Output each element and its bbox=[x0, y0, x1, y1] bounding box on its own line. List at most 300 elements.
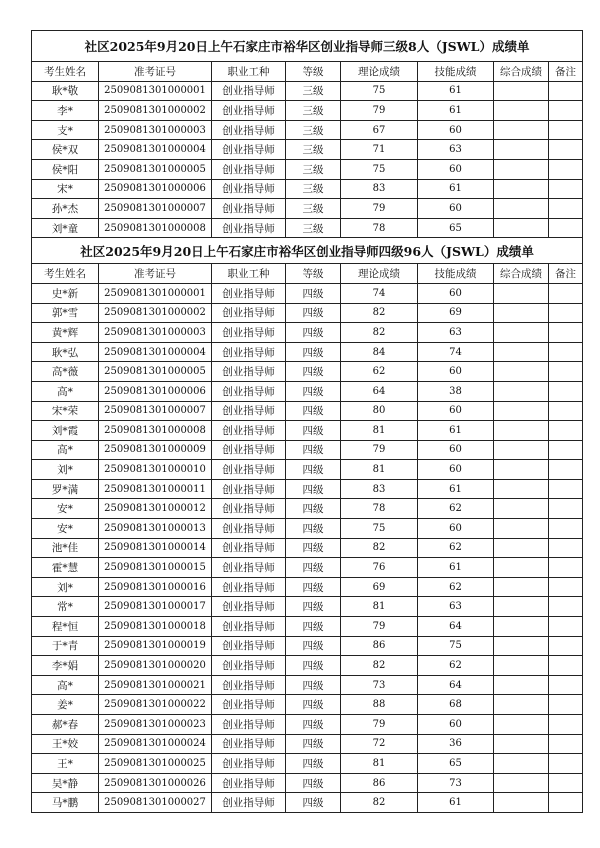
cell-job: 创业指导师 bbox=[212, 695, 286, 715]
cell-exam-id: 2509081301000004 bbox=[99, 342, 212, 362]
cell-theory-score: 83 bbox=[341, 179, 418, 199]
cell-theory-score: 82 bbox=[341, 303, 418, 323]
cell-exam-id: 2509081301000010 bbox=[99, 460, 212, 480]
table-row bbox=[32, 675, 583, 695]
cell-note bbox=[549, 323, 583, 343]
cell-job: 创业指导师 bbox=[212, 381, 286, 401]
column-header-total-score: 综合成绩 bbox=[494, 264, 549, 284]
cell-name: 安* bbox=[32, 519, 99, 539]
cell-skill-score: 64 bbox=[418, 675, 494, 695]
cell-level: 三级 bbox=[286, 218, 341, 238]
cell-level: 四级 bbox=[286, 401, 341, 421]
cell-level: 四级 bbox=[286, 773, 341, 793]
column-header-level: 等级 bbox=[286, 264, 341, 284]
cell-job: 创业指导师 bbox=[212, 440, 286, 460]
cell-skill-score: 61 bbox=[418, 81, 494, 101]
table-row bbox=[32, 734, 583, 754]
cell-total-score bbox=[494, 538, 549, 558]
cell-note bbox=[549, 734, 583, 754]
table-row bbox=[32, 401, 583, 421]
cell-name: 侯*双 bbox=[32, 140, 99, 160]
score-sheet bbox=[31, 30, 577, 813]
table-row bbox=[32, 440, 583, 460]
table-row bbox=[32, 199, 583, 219]
table-row bbox=[32, 323, 583, 343]
cell-level: 四级 bbox=[286, 479, 341, 499]
table-row bbox=[32, 617, 583, 637]
cell-exam-id: 2509081301000018 bbox=[99, 617, 212, 637]
cell-skill-score: 61 bbox=[418, 479, 494, 499]
column-header-exam-id: 准考证号 bbox=[99, 264, 212, 284]
table-body bbox=[32, 31, 583, 813]
cell-note bbox=[549, 499, 583, 519]
cell-theory-score: 81 bbox=[341, 754, 418, 774]
cell-job: 创业指导师 bbox=[212, 179, 286, 199]
table-row bbox=[32, 140, 583, 160]
cell-total-score bbox=[494, 159, 549, 179]
cell-level: 四级 bbox=[286, 597, 341, 617]
cell-skill-score: 62 bbox=[418, 538, 494, 558]
cell-level: 四级 bbox=[286, 577, 341, 597]
cell-job: 创业指导师 bbox=[212, 597, 286, 617]
cell-total-score bbox=[494, 519, 549, 539]
cell-note bbox=[549, 715, 583, 735]
table-row bbox=[32, 597, 583, 617]
cell-level: 四级 bbox=[286, 538, 341, 558]
cell-exam-id: 2509081301000008 bbox=[99, 218, 212, 238]
cell-exam-id: 2509081301000004 bbox=[99, 140, 212, 160]
header-row bbox=[32, 264, 583, 284]
cell-theory-score: 62 bbox=[341, 362, 418, 382]
table-row bbox=[32, 159, 583, 179]
cell-theory-score: 78 bbox=[341, 218, 418, 238]
section-title: 社区2025年9月20日上午石家庄市裕华区创业指导师三级8人（JSWL）成绩单 bbox=[32, 31, 583, 62]
cell-name: 郭*雪 bbox=[32, 303, 99, 323]
cell-name: 宋* bbox=[32, 179, 99, 199]
cell-skill-score: 60 bbox=[418, 283, 494, 303]
section-title-row bbox=[32, 31, 583, 62]
cell-note bbox=[549, 597, 583, 617]
cell-note bbox=[549, 754, 583, 774]
cell-skill-score: 65 bbox=[418, 754, 494, 774]
cell-note bbox=[549, 479, 583, 499]
cell-skill-score: 60 bbox=[418, 715, 494, 735]
cell-level: 四级 bbox=[286, 421, 341, 441]
cell-total-score bbox=[494, 401, 549, 421]
cell-exam-id: 2509081301000022 bbox=[99, 695, 212, 715]
cell-skill-score: 61 bbox=[418, 558, 494, 578]
cell-theory-score: 83 bbox=[341, 479, 418, 499]
cell-total-score bbox=[494, 303, 549, 323]
cell-job: 创业指导师 bbox=[212, 342, 286, 362]
cell-total-score bbox=[494, 120, 549, 140]
cell-exam-id: 2509081301000014 bbox=[99, 538, 212, 558]
cell-level: 四级 bbox=[286, 519, 341, 539]
section-title: 社区2025年9月20日上午石家庄市裕华区创业指导师四级96人（JSWL）成绩单 bbox=[32, 238, 583, 264]
cell-job: 创业指导师 bbox=[212, 81, 286, 101]
column-header-level: 等级 bbox=[286, 62, 341, 82]
section-title-row bbox=[32, 238, 583, 264]
cell-exam-id: 2509081301000019 bbox=[99, 636, 212, 656]
cell-theory-score: 75 bbox=[341, 81, 418, 101]
cell-level: 四级 bbox=[286, 695, 341, 715]
cell-note bbox=[549, 401, 583, 421]
cell-exam-id: 2509081301000027 bbox=[99, 793, 212, 813]
cell-note bbox=[549, 793, 583, 813]
table-row bbox=[32, 218, 583, 238]
cell-note bbox=[549, 440, 583, 460]
cell-total-score bbox=[494, 283, 549, 303]
cell-name: 宋*荣 bbox=[32, 401, 99, 421]
cell-note bbox=[549, 120, 583, 140]
cell-name: 侯*阳 bbox=[32, 159, 99, 179]
cell-exam-id: 2509081301000002 bbox=[99, 303, 212, 323]
cell-exam-id: 2509081301000007 bbox=[99, 401, 212, 421]
cell-level: 四级 bbox=[286, 754, 341, 774]
column-header-note: 备注 bbox=[549, 264, 583, 284]
cell-theory-score: 79 bbox=[341, 440, 418, 460]
table-row bbox=[32, 120, 583, 140]
cell-job: 创业指导师 bbox=[212, 538, 286, 558]
cell-theory-score: 72 bbox=[341, 734, 418, 754]
cell-theory-score: 73 bbox=[341, 675, 418, 695]
cell-skill-score: 60 bbox=[418, 460, 494, 480]
cell-job: 创业指导师 bbox=[212, 734, 286, 754]
cell-skill-score: 68 bbox=[418, 695, 494, 715]
cell-theory-score: 75 bbox=[341, 159, 418, 179]
cell-job: 创业指导师 bbox=[212, 199, 286, 219]
cell-theory-score: 64 bbox=[341, 381, 418, 401]
cell-total-score bbox=[494, 715, 549, 735]
cell-note bbox=[549, 81, 583, 101]
cell-theory-score: 75 bbox=[341, 519, 418, 539]
table-row bbox=[32, 421, 583, 441]
cell-theory-score: 84 bbox=[341, 342, 418, 362]
cell-note bbox=[549, 362, 583, 382]
cell-note bbox=[549, 342, 583, 362]
cell-total-score bbox=[494, 199, 549, 219]
table-row bbox=[32, 499, 583, 519]
cell-level: 三级 bbox=[286, 101, 341, 121]
cell-skill-score: 62 bbox=[418, 499, 494, 519]
cell-exam-id: 2509081301000005 bbox=[99, 362, 212, 382]
cell-level: 四级 bbox=[286, 362, 341, 382]
cell-total-score bbox=[494, 101, 549, 121]
column-header-total-score: 综合成绩 bbox=[494, 62, 549, 82]
table-row bbox=[32, 460, 583, 480]
score-table bbox=[31, 30, 583, 813]
table-row bbox=[32, 715, 583, 735]
cell-job: 创业指导师 bbox=[212, 140, 286, 160]
cell-skill-score: 63 bbox=[418, 323, 494, 343]
cell-level: 四级 bbox=[286, 283, 341, 303]
cell-skill-score: 63 bbox=[418, 597, 494, 617]
cell-note bbox=[549, 577, 583, 597]
cell-total-score bbox=[494, 577, 549, 597]
cell-name: 霍*慧 bbox=[32, 558, 99, 578]
cell-job: 创业指导师 bbox=[212, 101, 286, 121]
cell-exam-id: 2509081301000006 bbox=[99, 179, 212, 199]
cell-note bbox=[549, 695, 583, 715]
cell-skill-score: 62 bbox=[418, 577, 494, 597]
cell-note bbox=[549, 675, 583, 695]
cell-exam-id: 2509081301000005 bbox=[99, 159, 212, 179]
cell-theory-score: 69 bbox=[341, 577, 418, 597]
cell-job: 创业指导师 bbox=[212, 283, 286, 303]
cell-total-score bbox=[494, 754, 549, 774]
cell-total-score bbox=[494, 479, 549, 499]
cell-name: 刘*霞 bbox=[32, 421, 99, 441]
cell-exam-id: 2509081301000007 bbox=[99, 199, 212, 219]
column-header-job: 职业工种 bbox=[212, 62, 286, 82]
cell-level: 四级 bbox=[286, 675, 341, 695]
column-header-exam-id: 准考证号 bbox=[99, 62, 212, 82]
cell-note bbox=[549, 617, 583, 637]
table-row bbox=[32, 283, 583, 303]
cell-job: 创业指导师 bbox=[212, 303, 286, 323]
cell-job: 创业指导师 bbox=[212, 773, 286, 793]
cell-note bbox=[549, 283, 583, 303]
table-row bbox=[32, 773, 583, 793]
cell-name: 黄*辉 bbox=[32, 323, 99, 343]
cell-name: 马*鹏 bbox=[32, 793, 99, 813]
cell-name: 罗*满 bbox=[32, 479, 99, 499]
column-header-name: 考生姓名 bbox=[32, 264, 99, 284]
cell-name: 高* bbox=[32, 675, 99, 695]
table-row bbox=[32, 179, 583, 199]
cell-job: 创业指导师 bbox=[212, 120, 286, 140]
cell-level: 四级 bbox=[286, 558, 341, 578]
table-row bbox=[32, 577, 583, 597]
cell-skill-score: 63 bbox=[418, 140, 494, 160]
cell-skill-score: 60 bbox=[418, 362, 494, 382]
cell-total-score bbox=[494, 81, 549, 101]
cell-name: 孙*杰 bbox=[32, 199, 99, 219]
table-row bbox=[32, 479, 583, 499]
cell-total-score bbox=[494, 695, 549, 715]
cell-name: 常* bbox=[32, 597, 99, 617]
cell-name: 李* bbox=[32, 101, 99, 121]
cell-exam-id: 2509081301000003 bbox=[99, 120, 212, 140]
cell-level: 四级 bbox=[286, 342, 341, 362]
cell-note bbox=[549, 656, 583, 676]
cell-job: 创业指导师 bbox=[212, 362, 286, 382]
cell-theory-score: 86 bbox=[341, 773, 418, 793]
cell-job: 创业指导师 bbox=[212, 715, 286, 735]
cell-skill-score: 61 bbox=[418, 101, 494, 121]
header-row bbox=[32, 62, 583, 82]
cell-total-score bbox=[494, 421, 549, 441]
cell-level: 三级 bbox=[286, 179, 341, 199]
cell-skill-score: 69 bbox=[418, 303, 494, 323]
cell-exam-id: 2509081301000023 bbox=[99, 715, 212, 735]
column-header-skill-score: 技能成绩 bbox=[418, 264, 494, 284]
table-row bbox=[32, 81, 583, 101]
cell-skill-score: 38 bbox=[418, 381, 494, 401]
cell-job: 创业指导师 bbox=[212, 577, 286, 597]
cell-total-score bbox=[494, 675, 549, 695]
table-row bbox=[32, 381, 583, 401]
cell-job: 创业指导师 bbox=[212, 617, 286, 637]
cell-note bbox=[549, 558, 583, 578]
cell-theory-score: 82 bbox=[341, 656, 418, 676]
cell-level: 四级 bbox=[286, 793, 341, 813]
cell-theory-score: 67 bbox=[341, 120, 418, 140]
cell-level: 三级 bbox=[286, 140, 341, 160]
cell-level: 四级 bbox=[286, 636, 341, 656]
cell-name: 刘* bbox=[32, 460, 99, 480]
cell-total-score bbox=[494, 558, 549, 578]
cell-job: 创业指导师 bbox=[212, 675, 286, 695]
table-row bbox=[32, 695, 583, 715]
cell-name: 高*薇 bbox=[32, 362, 99, 382]
cell-name: 王* bbox=[32, 754, 99, 774]
cell-note bbox=[549, 636, 583, 656]
cell-note bbox=[549, 179, 583, 199]
cell-theory-score: 71 bbox=[341, 140, 418, 160]
column-header-theory-score: 理论成绩 bbox=[341, 264, 418, 284]
cell-name: 王*姣 bbox=[32, 734, 99, 754]
cell-theory-score: 79 bbox=[341, 199, 418, 219]
cell-note bbox=[549, 303, 583, 323]
cell-skill-score: 61 bbox=[418, 179, 494, 199]
cell-job: 创业指导师 bbox=[212, 519, 286, 539]
cell-total-score bbox=[494, 440, 549, 460]
cell-level: 三级 bbox=[286, 81, 341, 101]
cell-exam-id: 2509081301000002 bbox=[99, 101, 212, 121]
cell-name: 李*娟 bbox=[32, 656, 99, 676]
cell-skill-score: 60 bbox=[418, 159, 494, 179]
cell-skill-score: 73 bbox=[418, 773, 494, 793]
cell-job: 创业指导师 bbox=[212, 754, 286, 774]
table-row bbox=[32, 303, 583, 323]
cell-name: 支* bbox=[32, 120, 99, 140]
column-header-skill-score: 技能成绩 bbox=[418, 62, 494, 82]
cell-job: 创业指导师 bbox=[212, 636, 286, 656]
cell-level: 四级 bbox=[286, 656, 341, 676]
cell-total-score bbox=[494, 793, 549, 813]
cell-level: 四级 bbox=[286, 734, 341, 754]
cell-name: 姜* bbox=[32, 695, 99, 715]
cell-skill-score: 61 bbox=[418, 793, 494, 813]
cell-note bbox=[549, 519, 583, 539]
cell-total-score bbox=[494, 636, 549, 656]
cell-name: 安* bbox=[32, 499, 99, 519]
cell-exam-id: 2509081301000003 bbox=[99, 323, 212, 343]
cell-exam-id: 2509081301000020 bbox=[99, 656, 212, 676]
cell-theory-score: 80 bbox=[341, 401, 418, 421]
cell-exam-id: 2509081301000021 bbox=[99, 675, 212, 695]
cell-job: 创业指导师 bbox=[212, 558, 286, 578]
cell-theory-score: 79 bbox=[341, 101, 418, 121]
cell-exam-id: 2509081301000024 bbox=[99, 734, 212, 754]
cell-skill-score: 64 bbox=[418, 617, 494, 637]
cell-name: 耿*弘 bbox=[32, 342, 99, 362]
cell-skill-score: 75 bbox=[418, 636, 494, 656]
cell-level: 四级 bbox=[286, 460, 341, 480]
cell-name: 史*新 bbox=[32, 283, 99, 303]
cell-note bbox=[549, 381, 583, 401]
cell-note bbox=[549, 199, 583, 219]
cell-level: 四级 bbox=[286, 303, 341, 323]
cell-level: 三级 bbox=[286, 120, 341, 140]
cell-total-score bbox=[494, 362, 549, 382]
cell-total-score bbox=[494, 381, 549, 401]
cell-job: 创业指导师 bbox=[212, 421, 286, 441]
table-row bbox=[32, 519, 583, 539]
column-header-theory-score: 理论成绩 bbox=[341, 62, 418, 82]
cell-level: 三级 bbox=[286, 199, 341, 219]
table-row bbox=[32, 362, 583, 382]
cell-theory-score: 82 bbox=[341, 323, 418, 343]
cell-job: 创业指导师 bbox=[212, 499, 286, 519]
cell-level: 四级 bbox=[286, 440, 341, 460]
cell-total-score bbox=[494, 773, 549, 793]
cell-theory-score: 79 bbox=[341, 617, 418, 637]
cell-level: 四级 bbox=[286, 715, 341, 735]
cell-exam-id: 2509081301000026 bbox=[99, 773, 212, 793]
cell-exam-id: 2509081301000001 bbox=[99, 81, 212, 101]
cell-level: 四级 bbox=[286, 381, 341, 401]
cell-skill-score: 60 bbox=[418, 120, 494, 140]
cell-exam-id: 2509081301000017 bbox=[99, 597, 212, 617]
cell-job: 创业指导师 bbox=[212, 323, 286, 343]
cell-job: 创业指导师 bbox=[212, 479, 286, 499]
cell-note bbox=[549, 538, 583, 558]
cell-total-score bbox=[494, 218, 549, 238]
table-row bbox=[32, 101, 583, 121]
cell-name: 池*佳 bbox=[32, 538, 99, 558]
cell-total-score bbox=[494, 734, 549, 754]
cell-level: 四级 bbox=[286, 499, 341, 519]
cell-skill-score: 60 bbox=[418, 401, 494, 421]
cell-exam-id: 2509081301000006 bbox=[99, 381, 212, 401]
cell-theory-score: 81 bbox=[341, 421, 418, 441]
cell-exam-id: 2509081301000011 bbox=[99, 479, 212, 499]
cell-job: 创业指导师 bbox=[212, 793, 286, 813]
cell-exam-id: 2509081301000016 bbox=[99, 577, 212, 597]
cell-name: 吴*静 bbox=[32, 773, 99, 793]
cell-note bbox=[549, 140, 583, 160]
cell-theory-score: 88 bbox=[341, 695, 418, 715]
cell-skill-score: 60 bbox=[418, 440, 494, 460]
table-row bbox=[32, 538, 583, 558]
cell-name: 于*青 bbox=[32, 636, 99, 656]
cell-job: 创业指导师 bbox=[212, 656, 286, 676]
cell-job: 创业指导师 bbox=[212, 159, 286, 179]
cell-total-score bbox=[494, 617, 549, 637]
cell-total-score bbox=[494, 597, 549, 617]
cell-job: 创业指导师 bbox=[212, 460, 286, 480]
cell-name: 程*恒 bbox=[32, 617, 99, 637]
cell-total-score bbox=[494, 179, 549, 199]
cell-total-score bbox=[494, 140, 549, 160]
table-row bbox=[32, 558, 583, 578]
cell-name: 耿*敬 bbox=[32, 81, 99, 101]
cell-theory-score: 76 bbox=[341, 558, 418, 578]
cell-note bbox=[549, 421, 583, 441]
cell-total-score bbox=[494, 460, 549, 480]
cell-name: 高* bbox=[32, 381, 99, 401]
cell-theory-score: 74 bbox=[341, 283, 418, 303]
cell-theory-score: 78 bbox=[341, 499, 418, 519]
cell-theory-score: 82 bbox=[341, 538, 418, 558]
cell-theory-score: 79 bbox=[341, 715, 418, 735]
table-row bbox=[32, 636, 583, 656]
cell-total-score bbox=[494, 499, 549, 519]
cell-name: 郝*春 bbox=[32, 715, 99, 735]
cell-exam-id: 2509081301000001 bbox=[99, 283, 212, 303]
